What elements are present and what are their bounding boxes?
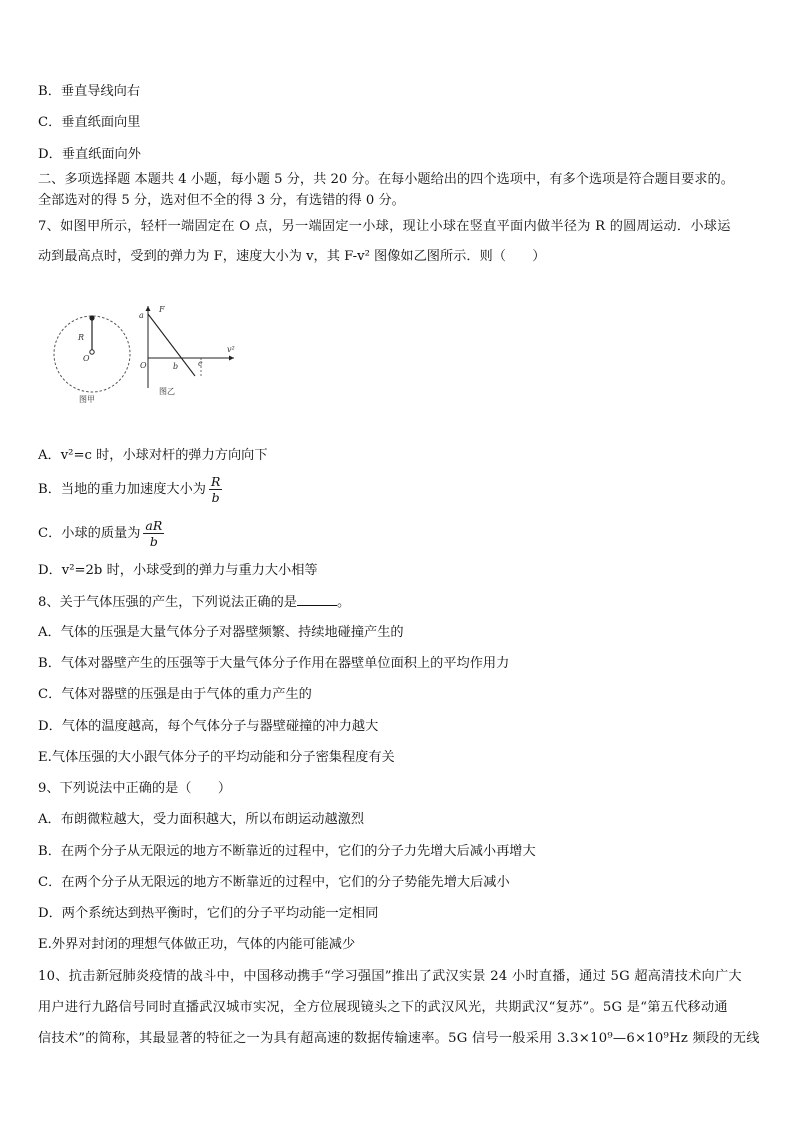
figure-jia-caption: 图甲 (79, 395, 95, 404)
y-axis-label: F (159, 305, 165, 314)
fraction-denominator: b (149, 534, 158, 549)
q9-option-a: A．布朗微粒越大，受力面积越大，所以布朗运动越激烈 (38, 812, 365, 827)
q10-stem-cont-1: 用户进行九路信号同时直播武汉城市实况，全方位展现镜头之下的武汉风光，共期武汉“复苏”。5G 是“第五代移动通 (38, 1000, 728, 1015)
q9-stem: 9、下列说法中正确的是（ ） (38, 781, 232, 796)
section-two-instructions-cont: 全部选对的得 5 分，选对但不全的得 3 分，有选错的得 0 分。 (38, 193, 405, 208)
ball (89, 315, 94, 320)
q6-option-b: B．垂直导线向右 (38, 84, 141, 99)
q7-option-c-text: C．小球的质量为 (38, 526, 141, 541)
b-label: b (173, 362, 179, 371)
x-axis-arrow (229, 356, 234, 361)
intercept-a-label: a (139, 311, 144, 320)
q9-option-b: B．在两个分子从无限远的地方不断靠近的过程中，它们的分子力先增大后减小再增大 (38, 844, 536, 859)
q6-option-c: C．垂直纸面向里 (38, 115, 141, 130)
answer-blank (297, 593, 337, 606)
fraction-numerator: aR (145, 518, 163, 533)
q7-stem: 7、如图甲所示，轻杆一端固定在 O 点，另一端固定一小球，现让小球在竖直平面内做半径为 R 的圆周运动．小球运 (38, 219, 731, 234)
q7-figure (38, 298, 248, 410)
pivot-o (90, 350, 94, 354)
y-axis-arrow (146, 306, 151, 311)
q7-option-b-text: B．当地的重力加速度大小为 (38, 482, 206, 497)
c-label: c (198, 359, 203, 368)
q10-stem: 10、抗击新冠肺炎疫情的战斗中，中国移动携手“学习强国”推出了武汉实景 24 小时直播，通过 5G 超高清技术向广大 (38, 969, 742, 984)
figure-yi-caption: 图乙 (159, 387, 175, 396)
f-v2-line (148, 314, 195, 376)
q9-option-e: E.外界对封闭的理想气体做正功，气体的内能可能减少 (38, 937, 356, 952)
radius-label: R (78, 333, 85, 342)
q7-option-c (38, 518, 164, 549)
q8-stem (38, 593, 350, 612)
fraction-r-over-b (209, 474, 222, 505)
q7-option-a: A．v²=c 时，小球对杆的弹力方向向下 (38, 448, 268, 463)
q8-option-d: D．气体的温度越高，每个气体分子与器壁碰撞的冲力越大 (38, 719, 379, 734)
q8-option-e: E.气体压强的大小跟气体分子的平均动能和分子密集程度有关 (38, 750, 395, 765)
figure-yi (139, 305, 235, 396)
q7-option-d: D．v²=2b 时，小球受到的弹力与重力大小相等 (38, 563, 318, 578)
q8-stem-end: 。 (336, 595, 351, 610)
q8-option-a: A．气体的压强是大量气体分子对器壁频繁、持续地碰撞产生的 (38, 625, 404, 640)
q8-option-b: B．气体对器壁产生的压强等于大量气体分子作用在器壁单位面积上的平均作用力 (38, 656, 510, 671)
figure-jia (54, 315, 130, 404)
q6-option-d: D．垂直纸面向外 (38, 147, 141, 162)
q7-option-b (38, 474, 222, 505)
origin-label: O (140, 361, 147, 370)
q9-option-c: C．在两个分子从无限远的地方不断靠近的过程中，它们的分子势能先增大后减小 (38, 875, 510, 890)
x-axis-label: v² (227, 345, 235, 354)
q8-stem-text: 8、关于气体压强的产生，下列说法正确的是 (38, 595, 297, 610)
center-label: O (83, 354, 90, 363)
q9-option-d: D．两个系统达到热平衡时，它们的分子平均动能一定相同 (38, 906, 379, 921)
fraction-ar-over-b (143, 518, 164, 549)
q10-stem-cont-2: 信技术”的简称，其最显著的特征之一为具有超高速的数据传输速率。5G 信号一般采用 3.3×10⁹—6×10⁹Hz 频段的无线 (38, 1031, 760, 1046)
fraction-numerator: R (210, 474, 221, 489)
section-two-instructions: 二、多项选择题 本题共 4 小题，每小题 5 分，共 20 分。在每小题给出的四个选项中，有多个选项是符合题目要求的。 (38, 172, 734, 187)
q7-figure-svg (38, 298, 248, 410)
q8-option-c: C．气体对器壁的压强是由于气体的重力产生的 (38, 687, 312, 702)
q7-stem-cont: 动到最高点时，受到的弹力为 F，速度大小为 v，其 F-v² 图像如乙图所示．则（ ） (38, 249, 546, 264)
fraction-denominator: b (211, 490, 220, 505)
